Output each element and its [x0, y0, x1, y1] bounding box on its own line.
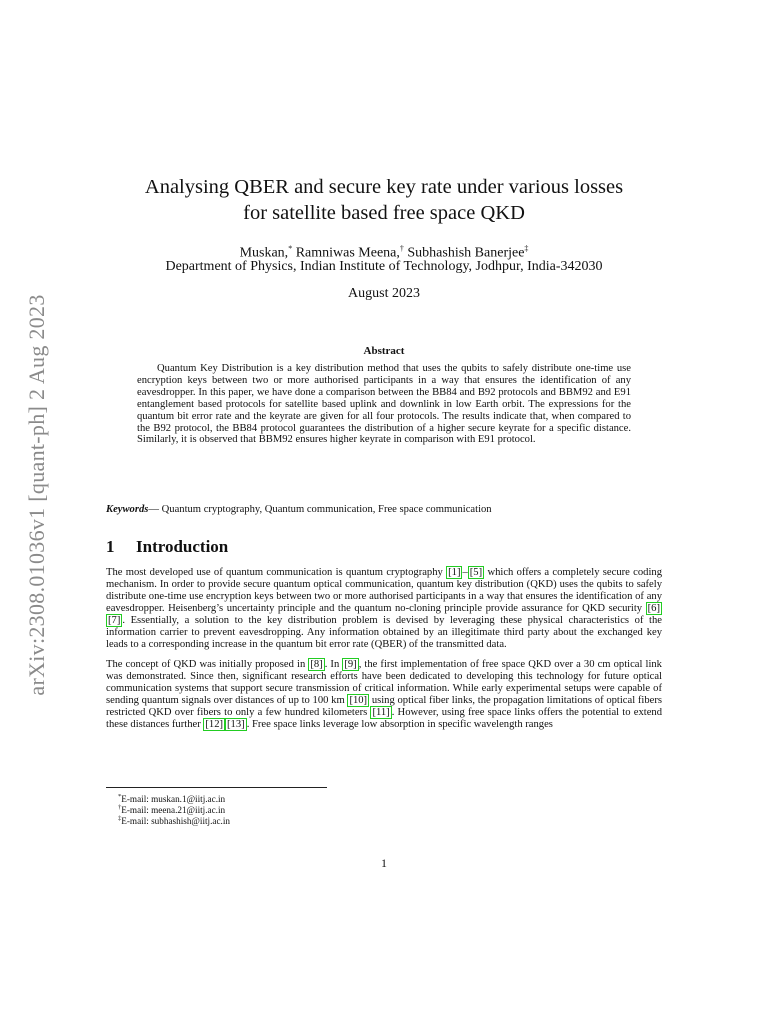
author-footnote-mark[interactable]: † [399, 244, 404, 253]
footnote-text: E-mail: meena.21@iitj.ac.in [121, 805, 226, 816]
paragraph-text: The most developed use of quantum communication is quantum cryptography [106, 567, 447, 578]
footnote-3 [118, 813, 230, 827]
paragraph-text: , the first implementation of free space QKD over a 30 cm optical link was demonstrated. Since then, significant research efforts have been dedicated to developing this technology for future optical communication systems that support secure transmission of critical information. While early experimental setups were capable of sending quantum signals over distances of up to 100 km [106, 659, 662, 706]
footnote-text: E-mail: subhashish@iitj.ac.in [121, 816, 230, 827]
keywords-text: — Quantum cryptography, Quantum communication, Free space communication [148, 504, 492, 515]
footnote-divider [106, 787, 327, 788]
citation-link[interactable]: [6] [647, 602, 660, 614]
footnote-mark: † [118, 804, 122, 811]
footnote-mark: ‡ [118, 815, 122, 822]
keywords [106, 504, 666, 515]
citation-link[interactable]: [8] [310, 659, 323, 670]
citation-link[interactable]: [5] [469, 567, 483, 578]
author-footnote-mark[interactable]: * [288, 244, 293, 253]
citation-link[interactable]: [1] [448, 567, 461, 578]
abstract-heading: Abstract [363, 345, 405, 357]
paragraph-text: The concept of QKD was initially proposed in [106, 659, 309, 670]
paragraph-text: . Free space links leverage low absorption in specific wavelength ranges [246, 718, 553, 730]
title-line-2: for satellite based free space QKD [243, 202, 525, 224]
author-footnote-mark[interactable]: ‡ [524, 244, 529, 253]
affiliation: Department of Physics, Indian Institute of Technology, Jodhpur, India-342030 [165, 259, 603, 274]
paper-title [0, 174, 768, 226]
paragraph-text: which offers a completely secure coding mechanism. In order to provide secure quantum optical communication, quantum key distribution (QKD) uses the qubits to safely distribute one-time use encryption keys between two or more authorised participants in a way that ensures the identification of any eavesdropper. Heisenberg’s uncertainty principle and the quantum no-cloning principle provide assurance for QKD security [106, 567, 662, 614]
arxiv-identifier: arXiv:2308.01036v1 [quant-ph] 2 Aug 2023 [24, 294, 49, 696]
citation-link[interactable]: [9] [344, 659, 357, 670]
author-muskan: Muskan, [239, 245, 289, 261]
page-number: 1 [381, 856, 387, 870]
publication-date: August 2023 [348, 286, 420, 301]
citation-link[interactable]: [7] [108, 614, 121, 626]
title-line-1: Analysing QBER and secure key rate under various losses [144, 176, 624, 198]
paragraph-text: . However, using free space links offers the potential to extend these distances further [106, 706, 662, 730]
paragraph-text: – [462, 567, 468, 578]
intro-paragraph-1 [106, 567, 662, 651]
keywords-label: Keywords [106, 504, 149, 515]
paragraph-text: using optical fiber links, the propagation limitations of optical fibers restricted QKD over fibers to only a few hundred kilometers [106, 694, 662, 718]
footnote-text: E-mail: muskan.1@iitj.ac.in [121, 794, 226, 805]
paragraph-text: . Essentially, a solution to the key distribution problem is devised by leveraging these physical characteristics of the information carrier to prevent eavesdropping. Any information obtained by an illegitimate third party about the exchanged key leads to a corresponding increase in the quantum bit error rate (QBER) of the transmitted data. [106, 614, 662, 650]
citation-link[interactable]: [13] [227, 718, 245, 730]
section-title: Introduction [136, 537, 229, 556]
citation-link[interactable]: [10] [349, 694, 368, 706]
footnote-mark: * [118, 793, 122, 800]
section-heading [106, 537, 228, 557]
citation-link[interactable]: [12] [205, 718, 224, 730]
citation-link[interactable]: [11] [372, 706, 390, 718]
section-number: 1 [106, 537, 115, 556]
intro-paragraph-2 [106, 659, 662, 731]
paragraph-text: . In [324, 659, 343, 670]
author-meena: Ramniwas Meena, [292, 245, 400, 261]
arxiv-sidebar-stamp [20, 294, 54, 696]
author-banerjee: Subhashish Banerjee [403, 245, 525, 261]
abstract-body: Quantum Key Distribution is a key distribution method that uses the qubits to safely distribute one-time use encryption keys between two or more authorised participants in a way that ensures the identification of any eavesdropper. In this paper, we have done a comparison between the BB84 and B92 protocols and BBM92 and E91 entanglement based protocols for satellite based uplink and downlink in low Earth orbit. The expressions for the quantum bit error rate and the keyrate are given for all four protocols. The results indicate that, when compared to the B92 protocol, the BB84 protocol guarantees the distribution of a higher secure keyrate for a specific distance. Similarly, it is observed that BBM92 ensures higher keyrate in comparison with E91 protocol. [137, 363, 631, 446]
